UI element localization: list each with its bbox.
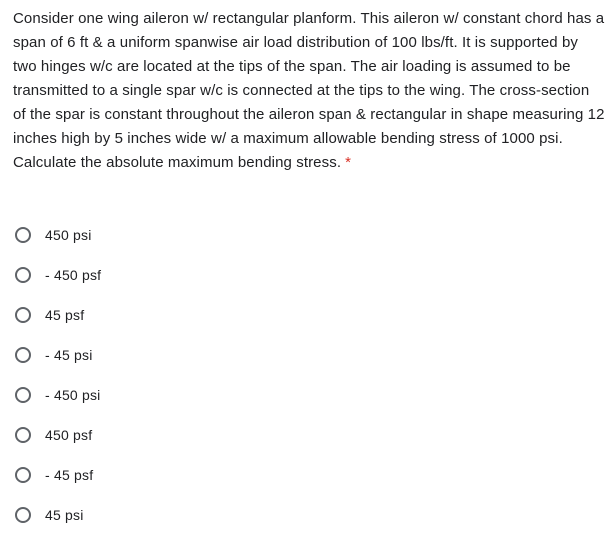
radio-option-label: 45 psi (45, 507, 84, 523)
radio-button[interactable] (15, 507, 31, 523)
required-asterisk: * (345, 154, 352, 171)
radio-option-label: 45 psf (45, 307, 85, 323)
radio-option[interactable] (0, 215, 613, 255)
radio-option[interactable] (0, 335, 613, 375)
question-text-container (13, 7, 605, 175)
radio-button[interactable] (15, 267, 31, 283)
radio-option[interactable] (0, 415, 613, 455)
radio-option-label: 450 psi (45, 227, 92, 243)
radio-option-label: - 450 psf (45, 267, 102, 283)
radio-option-label: 450 psf (45, 427, 93, 443)
radio-button[interactable] (15, 227, 31, 243)
radio-option[interactable] (0, 455, 613, 495)
radio-option[interactable] (0, 495, 613, 535)
radio-button[interactable] (15, 467, 31, 483)
radio-option-label: - 45 psi (45, 347, 93, 363)
radio-option[interactable] (0, 255, 613, 295)
radio-option[interactable] (0, 375, 613, 415)
question-text: Consider one wing aileron w/ rectangular planform. This aileron w/ constant chord has a span of 6 ft & a uniform spanwise air load distribution of 100 lbs/ft. It is supported by two hinges w/c are located at the tips of the span. The air loading is assumed to be transmitted to a single spar w/c is connected at the tips to the wing. The cross-section of the spar is constant throughout the aileron span & rectangular in shape measuring 12 inches high by 5 inches wide w/ a maximum allowable bending stress of 1000 psi. Calculate the absolute maximum bending stress. (13, 10, 605, 171)
radio-option-label: - 450 psi (45, 387, 101, 403)
radio-options-group (0, 215, 613, 535)
radio-option[interactable] (0, 295, 613, 335)
radio-button[interactable] (15, 347, 31, 363)
radio-button[interactable] (15, 427, 31, 443)
radio-button[interactable] (15, 307, 31, 323)
radio-button[interactable] (15, 387, 31, 403)
radio-option-label: - 45 psf (45, 467, 94, 483)
